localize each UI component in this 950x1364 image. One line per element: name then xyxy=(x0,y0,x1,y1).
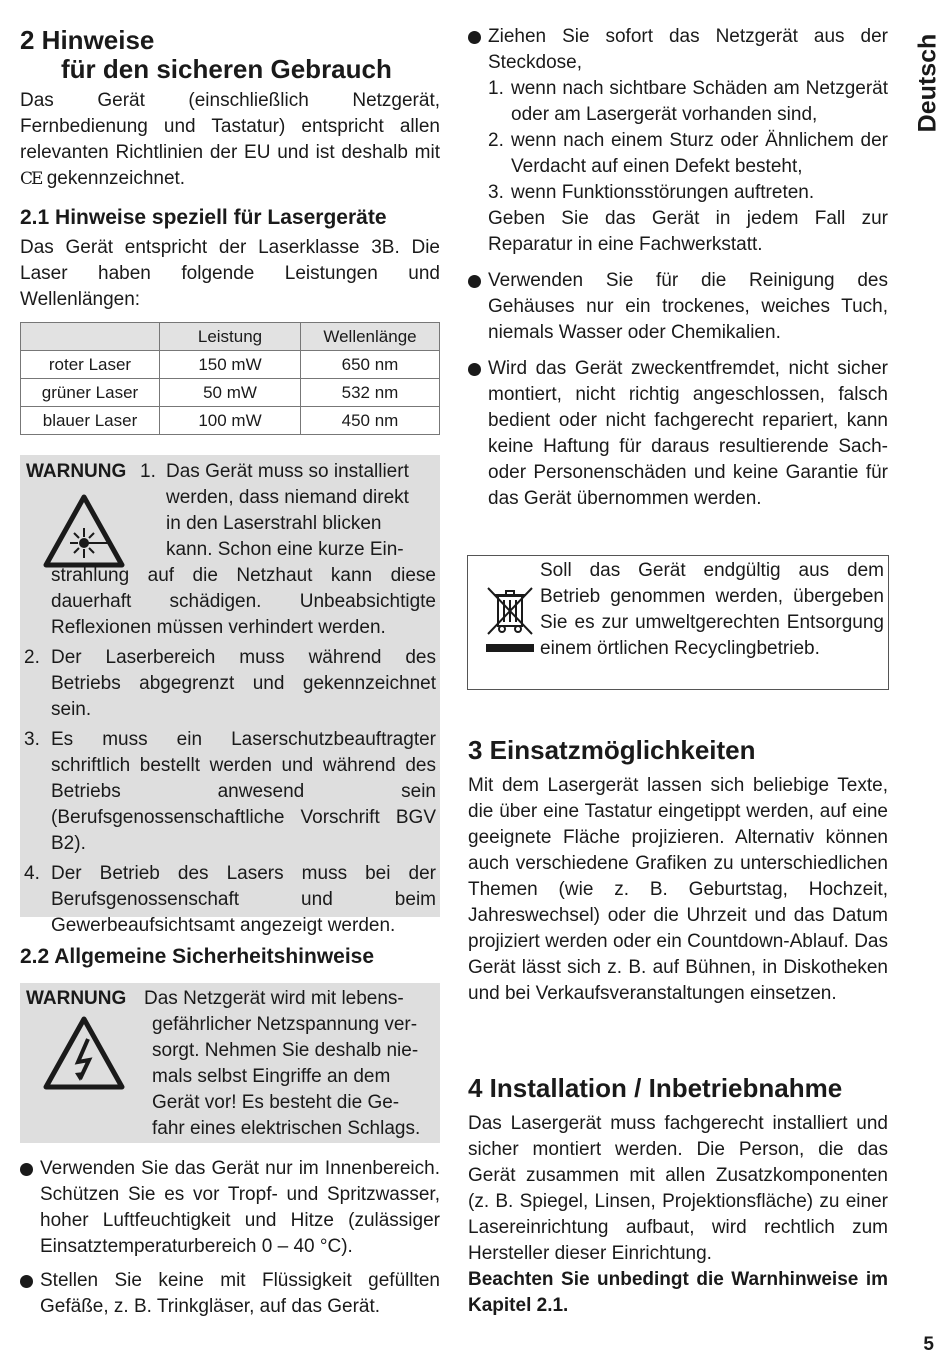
numbered-item xyxy=(488,128,888,180)
laser-table xyxy=(20,322,440,435)
warning-item-1-num: 1. xyxy=(140,461,156,482)
warning-item-text: Der Betrieb des Lasers muss bei der Berufsgenossenschaft und beim Gewerbeaufsichtsamt angezeigt werden. xyxy=(51,863,436,936)
language-tab-label: Deutsch xyxy=(913,33,942,133)
section-3-heading: 3 Einsatzmöglichkeiten xyxy=(468,735,756,765)
bullet1-end: Geben Sie das Gerät in jedem Fall zur Reparatur in eine Fachwerkstatt. xyxy=(488,208,888,255)
warning-item xyxy=(24,861,436,939)
table-cell: roter Laser xyxy=(21,351,160,379)
warning-label: WARNUNG xyxy=(26,461,127,482)
warning-item-num: 3. xyxy=(24,729,40,750)
table-cell: 100 mW xyxy=(160,407,301,435)
section-4-text: Das Lasergerät muss fachgerecht installiert und sicher montiert werden. Die Person, die das Gerät zusammen mit allen Zusatzkomponenten (z. B. Spiegel, Linsen, Projektionsfläche) zu einer Lasereinrichtung aufbaut, wird rechtlich zum Hersteller dieser Einrichtung. xyxy=(468,1113,888,1264)
warning-item-text: Der Laserbereich muss während des Betriebs abgegrenzt und gekennzeichnet sein. xyxy=(51,647,436,720)
laser-warning-box xyxy=(20,455,440,936)
electric-hazard-icon xyxy=(42,1015,126,1096)
header-cell: Wellenlänge xyxy=(301,323,440,351)
numbered-item-num: 1. xyxy=(488,78,504,99)
warning-item-1-line: in den Laserstrahl blicken xyxy=(166,513,382,534)
bullet-item: Wird das Gerät zweckentfremdet, nicht sicher montiert, nicht richtig angeschlossen, falsch bedient oder nicht fachgerecht repariert, kann keine Haftung für daraus resultierende Sach- oder Personenschäden und keine Garantie für das Gerät übernommen werden. xyxy=(468,356,888,512)
table-row xyxy=(21,351,440,379)
numbered-item-num: 3. xyxy=(488,182,504,203)
numbered-item xyxy=(488,180,888,206)
table-cell: 50 mW xyxy=(160,379,301,407)
electric-warning-first-line: Das Netzgerät wird mit lebens- xyxy=(144,988,404,1009)
bullet1-subitems xyxy=(468,76,888,258)
section-4 xyxy=(468,1074,888,1319)
section-2-1 xyxy=(20,205,440,313)
numbered-item-text: wenn nach sichtbare Schäden am Netzgerät oder am Lasergerät vorhanden sind, xyxy=(511,78,888,125)
table-cell: 450 nm xyxy=(301,407,440,435)
electric-warning-line: Gerät vor! Es besteht die Ge- xyxy=(152,1092,400,1113)
warning-item-1-line: Das Gerät muss so installiert xyxy=(166,461,409,482)
section-2-2-heading: 2.2 Allgemeine Sicherheitshinweise xyxy=(20,945,375,968)
warning-item xyxy=(24,645,436,723)
section-3 xyxy=(468,736,888,1007)
table-cell: 650 nm xyxy=(301,351,440,379)
laser-hazard-icon xyxy=(42,493,126,574)
section-4-note: Beachten Sie unbedingt die Warnhinweise im Kapitel 2.1. xyxy=(468,1269,888,1316)
ce-mark: CE xyxy=(20,169,42,189)
warning-items xyxy=(24,645,436,939)
bullet-item: Verwenden Sie für die Reinigung des Gehäuses nur ein trockenes, weiches Tuch, niemals Wasser oder Chemikalien. xyxy=(468,268,888,346)
bullet-item: Ziehen Sie sofort das Netzgerät aus der Steckdose, xyxy=(468,24,888,76)
section-2 xyxy=(20,26,440,192)
table-cell: 532 nm xyxy=(301,379,440,407)
warning-item-1-rest: strahlung auf die Netzhaut kann diese dauerhaft schädigen. Unbeabsichtigte Reflexionen müssen verhindert werden. xyxy=(51,565,436,638)
warning-item-1-line: kann. Schon eine kurze Ein- xyxy=(166,539,404,560)
language-tab xyxy=(910,28,946,138)
electric-warning-line: sorgt. Nehmen Sie deshalb nie- xyxy=(152,1040,419,1061)
section-2-1-text: Das Gerät entspricht der Laserklasse 3B. Die Laser haben folgende Leistungen und Wellenlängen: xyxy=(20,237,440,310)
right-column-safety xyxy=(468,24,888,512)
numbered-item xyxy=(488,76,888,128)
numbered-item-num: 2. xyxy=(488,130,504,151)
electric-warning-line: fahr eines elektrischen Schlags. xyxy=(152,1118,421,1139)
warning-item-num: 4. xyxy=(24,863,40,884)
table-row xyxy=(21,407,440,435)
section-2-heading-line1: 2 Hinweise xyxy=(20,25,155,55)
section-4-heading: 4 Installation / Inbetriebnahme xyxy=(468,1073,843,1103)
section-2-2 xyxy=(20,944,440,970)
section-2-intro-end: gekennzeichnet. xyxy=(46,168,186,189)
section-2-intro xyxy=(20,88,440,192)
warning-item xyxy=(24,727,436,857)
table-cell: grüner Laser xyxy=(21,379,160,407)
electric-warning-text xyxy=(152,1012,436,1142)
section-2-intro-text: Das Gerät (einschließlich Netzgerät, Fernbedienung und Tastatur) entspricht allen relevanten Richtlinien der EU und ist deshalb mit xyxy=(20,90,440,163)
recycling-text: Soll das Gerät endgültig aus dem Betrieb genommen werden, übergeben Sie es zur umweltgerechten Entsorgung einem örtlichen Recyclingbetrieb. xyxy=(540,560,884,659)
header-cell xyxy=(21,323,160,351)
warning-item-text: Es muss ein Laserschutzbeauftragter schriftlich bestellt werden und während des Betriebs anwesend sein (Berufsgenossenschaftliche Vorschrift BGV B2). xyxy=(51,729,436,854)
page-number: 5 xyxy=(923,1334,934,1355)
warning-label: WARNUNG xyxy=(26,988,127,1009)
table-row xyxy=(21,379,440,407)
section-2-2-bullets xyxy=(20,1156,440,1320)
crossed-bin-icon xyxy=(482,584,538,661)
numbered-item-text: wenn Funktionsstörungen auftreten. xyxy=(511,182,815,203)
section-3-text: Mit dem Lasergerät lassen sich beliebige Texte, die über eine Tastatur eingetippt werden, auf eine geeignete Fläche projizieren. Alternativ können auch verschiedene Grafiken zu unterschiedlichen Themen (wie z. B. Geburtstag, Hochzeit, Jahreswechsel) oder die Uhrzeit und das Datum projiziert werden oder ein Countdown-Ablauf. Das Gerät lässt sich z. B. auf Bühnen, in Diskotheken und bei Verkaufsveranstaltungen einsetzen. xyxy=(468,775,888,1004)
laser-table-header xyxy=(21,323,440,351)
electric-warning-box xyxy=(20,983,440,1143)
warning-item-1-head xyxy=(140,459,436,563)
bullet-item: Stellen Sie keine mit Flüssigkeit gefüllten Gefäße, z. B. Trinkgläser, auf das Gerät. xyxy=(20,1268,440,1320)
table-cell: 150 mW xyxy=(160,351,301,379)
numbered-item-text: wenn nach einem Sturz oder Ähnlichem der Verdacht auf einen Defekt besteht, xyxy=(511,130,888,177)
warning-item-num: 2. xyxy=(24,647,40,668)
header-cell: Leistung xyxy=(160,323,301,351)
table-cell: blauer Laser xyxy=(21,407,160,435)
section-2-heading-line2: für den sicheren Gebrauch xyxy=(61,54,392,84)
recycling-box xyxy=(467,555,889,690)
bullet-item: Verwenden Sie das Gerät nur im Innenbereich. Schützen Sie es vor Tropf- und Spritzwasser, hoher Luftfeuchtigkeit und Hitze (zulässiger Einsatztemperaturbereich 0 – 40 °C). xyxy=(20,1156,440,1260)
electric-warning-line: gefährlicher Netzspannung ver- xyxy=(152,1014,418,1035)
section-2-1-heading: 2.1 Hinweise speziell für Lasergeräte xyxy=(20,206,387,229)
electric-warning-line: mals selbst Eingriffe an dem xyxy=(152,1066,391,1087)
warning-item-1-line: werden, dass niemand direkt xyxy=(166,487,409,508)
